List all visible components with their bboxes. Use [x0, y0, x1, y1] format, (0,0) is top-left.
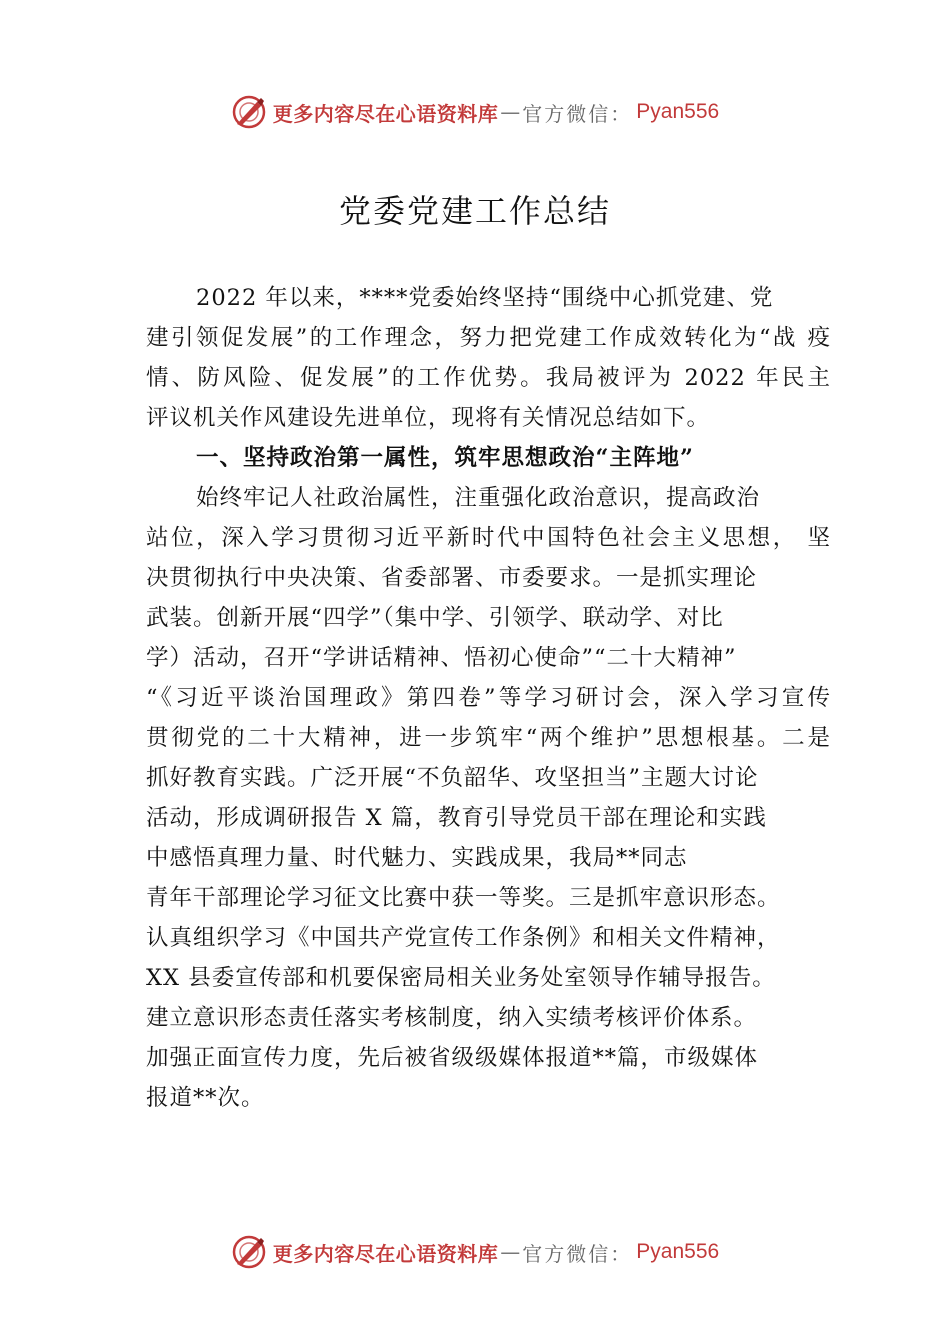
footer-banner: [0, 1232, 950, 1272]
paragraph-line: 学）活动，召开“学讲话精神、悟初心使命”“二十大精神”: [146, 645, 737, 671]
banner-wechat-label: 官方微信：: [522, 1241, 633, 1266]
banner-title: 更多内容尽在心语资料库: [272, 101, 499, 126]
document-body: [146, 278, 831, 1118]
paragraph-line: 2022 年以来，****党委始终坚持“围绕中心抓党建、党: [196, 285, 774, 311]
section-heading: 一、坚持政治第一属性，筑牢思想政治“主阵地”: [196, 445, 694, 471]
banner-wechat-id: Pyan556: [636, 100, 720, 123]
banner-wechat-label: 官方微信：: [522, 101, 633, 126]
banner-separator: —: [500, 1240, 521, 1264]
paragraph-line: 站位，深入学习贯彻习近平新时代中国特色社会主义思想， 坚: [146, 525, 831, 551]
paragraph-line: 决贯彻执行中央决策、省委部署、市委要求。一是抓实理论: [146, 565, 758, 591]
paragraph-line: 中感悟真理力量、时代魅力、实践成果，我局**同志: [146, 845, 688, 871]
paragraph-line: 贯彻党的二十大精神，进一步筑牢“两个维护”思想根基。二是: [146, 725, 831, 751]
paragraph-line: 活动，形成调研报告 X 篇，教育引导党员干部在理论和实践: [146, 805, 767, 831]
paragraph-line: 报道**次。: [146, 1085, 265, 1111]
paragraph-line: XX 县委宣传部和机要保密局相关业务处室领导作辅导报告。: [146, 965, 776, 991]
banner-wechat-id: Pyan556: [636, 1240, 720, 1263]
paragraph-line: “《习近平谈治国理政》第四卷”等学习研讨会，深入学习宣传: [146, 685, 831, 711]
document-title: 党委党建工作总结: [338, 192, 611, 230]
pen-logo-icon: [231, 1234, 267, 1270]
paragraph-line: 评议机关作风建设先进单位，现将有关情况总结如下。: [146, 405, 711, 431]
paragraph-line: 青年干部理论学习征文比赛中获一等奖。三是抓牢意识形态。: [146, 885, 781, 911]
paragraph-line: 武装。创新开展“四学”（集中学、引领学、联动学、对比: [146, 605, 724, 631]
paragraph-line: 抓好教育实践。广泛开展“不负韶华、攻坚担当”主题大讨论: [146, 765, 759, 791]
paragraph-line: 加强正面宣传力度，先后被省级级媒体报道**篇，市级媒体: [146, 1045, 759, 1071]
pen-logo-icon: [231, 94, 267, 130]
header-banner: [0, 92, 950, 132]
paragraph-line: 情、防风险、促发展”的工作优势。我局被评为 2022 年民主: [146, 365, 831, 391]
banner-title: 更多内容尽在心语资料库: [272, 1241, 499, 1266]
paragraph-line: 认真组织学习《中国共产党宣传工作条例》和相关文件精神，: [146, 925, 781, 951]
banner-separator: —: [500, 100, 521, 124]
paragraph-line: 建引领促发展”的工作理念，努力把党建工作成效转化为“战 疫: [146, 325, 831, 351]
paragraph-line: 始终牢记人社政治属性，注重强化政治意识，提高政治: [196, 485, 761, 511]
paragraph-line: 建立意识形态责任落实考核制度，纳入实绩考核评价体系。: [146, 1005, 758, 1031]
